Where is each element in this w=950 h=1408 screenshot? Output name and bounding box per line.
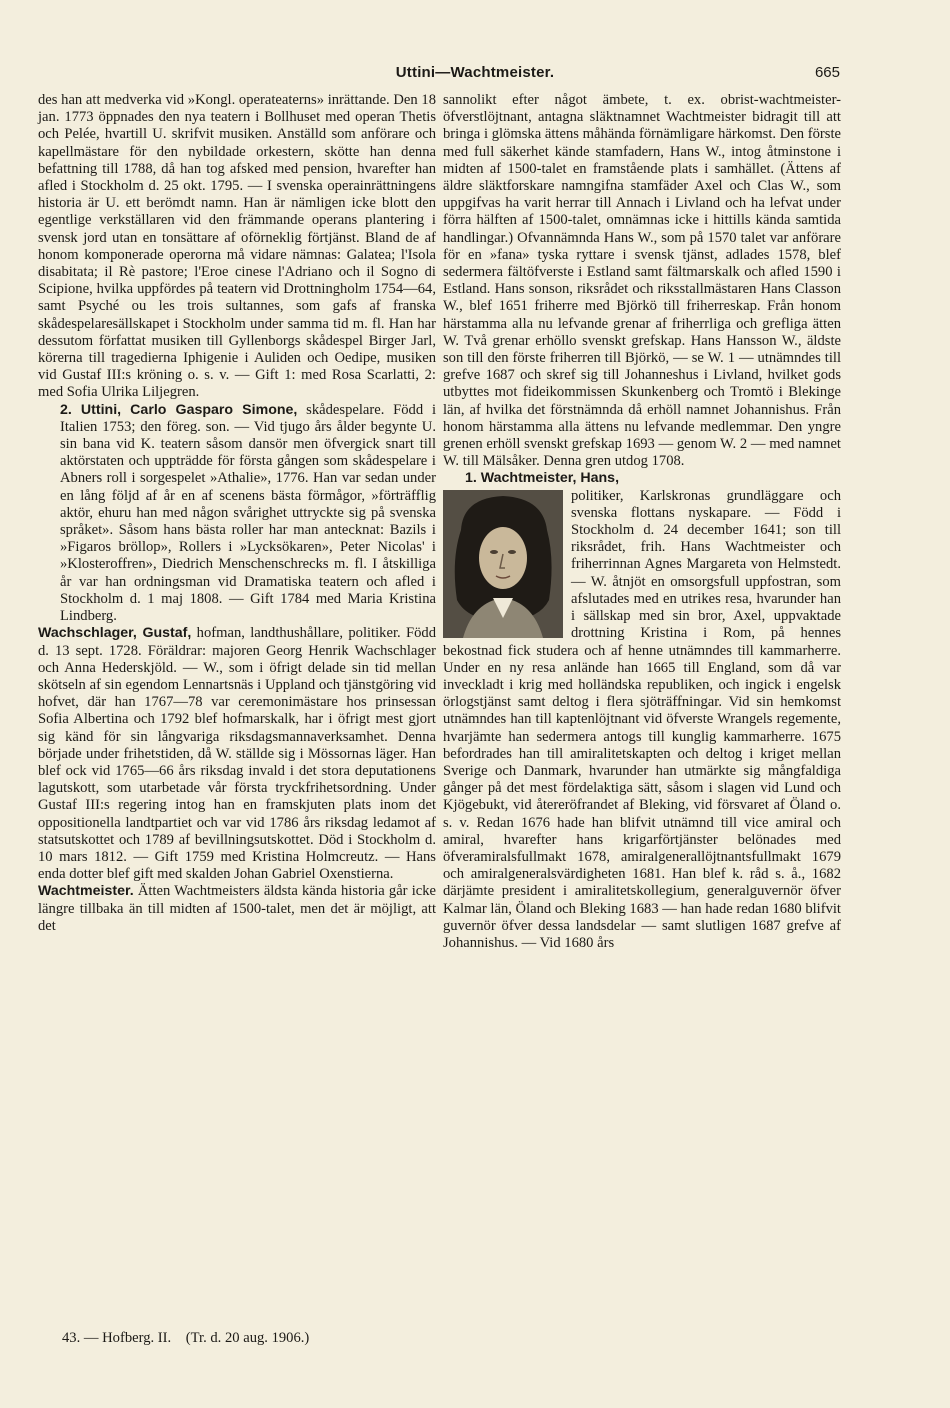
paragraph-uttini-continued: des han att medverka vid »Kongl. operateaterns» inrättande. Den 18 jan. 1773 öppnades den nya teatern i Bollhuset med operan Thetis och Pelée, hvartill U. skrifvit musiken. Anställd som anförare och kapellmästare för den nybildade orkestern, skötte han denna befattning till 1788, då han tog afsked med pension, hvarefter han afled i Stockholm d. 25 okt. 1795. — I svenska operainrättningens historia är U. ett berömdt namn. Han är nämligen icke blott den egentlige verkställaren vid den främmande operans plantering i svensk jord utan en tonsättare af oförneklig förtjänst. Bland de af honom komponerade operorna må vidare nämnas: Galatea; l'Isola disabitata; il Rè pastore; l'Eroe cinese l'Adriano och il Sogno di Scipione, hvilka uppfördes på teatern vid Drottningholm 1754—64, samt Psyché ou les trois sultannes, som gafs af franska skådespelaresällskapet i Stockholm under samma tid m. fl. Han har dessutom författat musiken till Gyllenborgs skådespel Birger Jarl, körerna till tragedierna Iphigenie i Auliden och Oedipe, musiken vid Gustaf III:s kröning o. s. v. — Gift 1: med Rosa Scarlatti, 2: med Sofia Ulrika Liljegren. bbox=[38, 92, 436, 401]
left-column bbox=[38, 92, 436, 935]
entry-heading: 1. Wachtmeister, Hans, bbox=[465, 470, 620, 487]
footer-print-note: (Tr. d. 20 aug. 1906.) bbox=[185, 1330, 310, 1346]
entry-heading: Wachschlager, Gustaf, bbox=[38, 625, 192, 642]
running-header-title: Uttini—Wachtmeister. bbox=[395, 64, 555, 81]
paragraph-wachtmeister-continued: sannolikt efter något ämbete, t. ex. obrist-wachtmeister-öfverstlöjtnant, antagna släktnamnet Wachtmeister bidragit till att bringa i glömska ättens måhända förnämligare härkomst. Den förste med full säkerhet kände stamfadern, Hans W., intog åtminstone i midten af 1500-talet en framstående plats i samhället. (Ättens af äldre släktforskare namngifna stamfäder Axel och Clas W., som uppgifvas ha varit herrar till Annach i Livland och ha lefvat under förra hälften af 1500-talet, omnämnas icke i hittills kända samtida handlingar.) Ofvannämnda Hans W., som på 1570 talet var anförare för en »fana» tyska ryttare i svensk tjänst, adlades 1578, blef sedermera fältöfverste i Estland samt fältmarskalk och afled 1590 i Estland. Hans sonson, riksrådet och riksstallmästaren Hans Classon W., blef 1651 friherre med Björkö till friherreskap. Från honom härstamma alla nu lefvande grenar af friherrliga och grefliga ätten W. Två grenar erhöllo svenskt grefskap. Hans Hansson W., äldste son till den förste friherren till Björkö, — se W. 1 — utnämndes till grefve 1687 och skref sig till Johanneshus i Livland, hvilket gods utbyttes mot fideikommissen Skunkenberg och Tromtö i Blekinge län, af hvilka det förstnämnda då erhöll namnet Johannishus. Från honom härstamma alla ättens nu lefvande medlemmar. Den yngre grenen erhöll svenskt grefskap 1693 — genom W. 2 — med namnet W. till Mälsåker. Denna gren utdog 1708. bbox=[443, 92, 841, 470]
portrait-image bbox=[443, 490, 563, 638]
page-footer bbox=[62, 1330, 309, 1347]
entry-text: politiker, Karlskronas grundläggare och svenska flottans nyskapare. — Född i Stockholm d. 24 december 1641; son till riksrådet, frih. Hans Wachtmeister och friherrinnan Agnes Margareta von Helmstedt. — W. åtnjöt en omsorgsfull uppfostran, som afslutades med en utrikes resa, hvarunder han i sällskap med sin bror, Axel, uppvaktade drottning Kristina i Rom, på hennes bekostnad fick studera och af henne utnämndes till kammarherre. Under en ny resa anlände han 1665 till England, som då var inveckladt i krig med holländska republiken, och ingick i engelsk örlogstjänst samt deltog i flera sjöträffningar. Vid sin hemkomst utnämndes han till kaptenlöjtnant vid öfverste Wrangels regemente, hvarjämte han sedermera antogs till kunglig kammarherre. 1675 befordrades han till amiralitetskapten och deltog i kriget mellan Sverige och Danmark, hvarunder han utmärkte sig mångfaldiga gånger på det mest fördelaktiga sätt, såsom i slagen vid Lund och Kjögebukt, vid återeröfrandet af Bleking, vid försvaret af Öland o. s. v. Redan 1676 hade han blifvit utnämnd till vice amiral och amiral, hvarefter hans krigarförtjänster belönades med öfveramiralsfullmakt 1678, amiralgenerallöjtnantsfullmakt 1679 och amiralgeneralsvärdigheten 1681. Han blef k. råd s. å., 1682 därjämte president i amiralitetskollegium, generalguvernör öfver Kalmar län, Öland och Bleking 1683 — han hade redan 1680 blifvit guvernör öfver dessa landsdelar — samt slutligen 1687 grefve af Johannishus. — Vid 1680 års bbox=[443, 487, 841, 951]
entry-heading: Wachtmeister. bbox=[38, 883, 134, 900]
entry-uttini-carlo bbox=[38, 402, 436, 626]
entry-wachtmeister-hans-heading-line bbox=[443, 470, 841, 487]
footer-volume: 43. — Hofberg. II. bbox=[62, 1330, 172, 1346]
entry-heading: 2. Uttini, Carlo Gasparo Simone, bbox=[60, 401, 298, 418]
right-column bbox=[443, 92, 841, 952]
entry-wachschlager bbox=[38, 625, 436, 883]
entry-wachtmeister-hans bbox=[443, 488, 841, 952]
page-number: 665 bbox=[814, 64, 840, 81]
entry-wachtmeister-family bbox=[38, 883, 436, 935]
entry-text: Ätten Wachtmeisters äldsta kända historia går icke längre tillbaka än till midten af 1500-talet, men det är möjligt, att det bbox=[38, 883, 436, 934]
entry-text: skådespelare. Född i Italien 1753; den föreg. son. — Vid tjugo års ålder begynte U. sin bana vid K. teatern såsom dansör men öfvergick snart till aktörstaten och uppträdde för första gången som skådespelare i Abners roll i sorgespelet »Athalie», 1776. Han var sedan under en lång följd af år en af scenens bästa förmågor, »förträfflig aktör, ehuru han med någon svårighet uttryckte sig på svenska språket». Såsom hans bästa roller har man antecknat: Bazils i »Figaros bröllop», Rollers i »Lycksökaren», Peter Nicolas' i »Klosteroffren», Diedrich Menschenschrecks m. fl. I åtskilliga år var han ordningsman vid Dramatiska teatern och afled i Stockholm d. 1 maj 1808. — Gift 1784 med Maria Kristina Lindberg. bbox=[60, 401, 436, 625]
entry-text: hofman, landthushållare, politiker. Född d. 13 sept. 1728. Föräldrar: majoren Georg Henrik Wachschlager och Anna Hederskjöld. — W., som i öfrigt delade sin tid mellan skötseln af sin egendom Lennartsnäs i Uppland och tjänstgöring vid hofvet, där han 1767—78 var ceremonimästare hos prinsessan Sofia Albertina och 1792 blef hofmarskalk, har i öfrigt mest gjort sig känd för sin långvariga riksdagsmannaverksamhet. Denna började under frihetstiden, då W. ställde sig i Mössornas läger. Han blef ock vid 1765—66 års riksdag invald i det stora deputationens lagutskott, som utarbetade vår första tryckfrihetsordning. Under Gustaf III:s regering intog han en framskjuten plats inom det oppositionella landtpartiet och var vid 1786 års riksdag ledamot af statsutskottet och 1789 af bevillningsutskottet. Död i Stockholm d. 10 mars 1812. — Gift 1759 med Kristina Holmcreutz. — Hans enda dotter blef gift med skalden Johan Gabriel Oxenstierna. bbox=[38, 625, 436, 883]
